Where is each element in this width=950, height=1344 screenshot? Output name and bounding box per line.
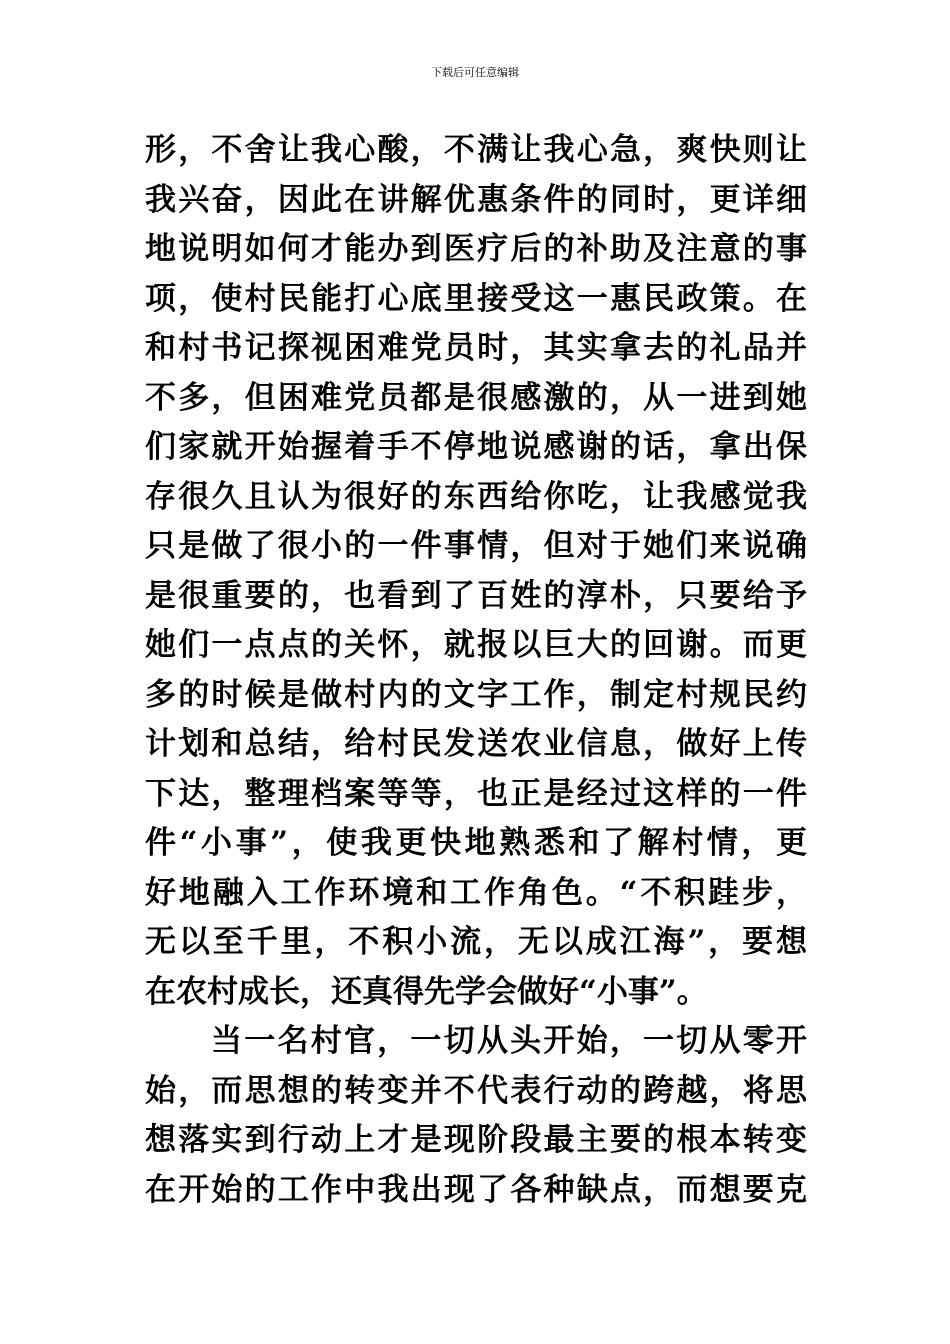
text-line: 形，不舍让我心酸，不满让我心急，爽快则让 [145,132,807,168]
page-header-note: 下载后可任意编辑 [431,66,519,79]
text-line: 只是做了很小的一件事情，但对于她们来说确 [145,528,807,564]
text-line: 地说明如何才能办到医疗后的补助及注意的事 [145,231,807,267]
text-line: 件“小事”，使我更快地熟悉和了解村情，更 [145,825,807,861]
text-line: 在开始的工作中我出现了各种缺点，而想要克 [145,1171,807,1208]
text-line: 下达，整理档案等等，也正是经过这样的一件 [145,775,807,812]
text-line: 计划和总结，给村民发送农业信息，做好上传 [145,726,807,762]
text-line: 存很久且认为很好的东西给你吃，让我感觉我 [145,478,807,515]
text-line: 们家就开始握着手不停地说感谢的话，拿出保 [145,429,807,465]
paragraph-first-line: 当一名村官，一切从头开始，一切从零开 [211,1023,807,1059]
text-line: 我兴奋，因此在讲解优惠条件的同时，更详细 [145,181,807,218]
text-line: 好地融入工作环境和工作角色。“不积跬步， [145,874,807,911]
text-line: 想落实到行动上才是现阶段最主要的根本转变 [145,1122,807,1158]
text-line: 多的时候是做村内的文字工作，制定村规民约 [145,676,807,713]
text-line: 是很重要的，也看到了百姓的淳朴，只要给予 [145,577,807,614]
text-line: 始，而思想的转变并不代表行动的跨越，将思 [145,1072,807,1109]
text-line: 项，使村民能打心底里接受这一惠民政策。在 [145,280,807,317]
text-line: 无以至千里，不积小流，无以成江海”，要想 [145,924,807,960]
text-line: 不多，但困难党员都是很感激的，从一进到她 [145,379,807,416]
document-body [145,126,807,1215]
text-line: 和村书记探视困难党员时，其实拿去的礼品并 [145,330,807,366]
text-line: 在农村成长，还真得先学会做好“小事”。 [145,973,708,1010]
text-line: 她们一点点的关怀，就报以巨大的回谢。而更 [145,627,807,663]
